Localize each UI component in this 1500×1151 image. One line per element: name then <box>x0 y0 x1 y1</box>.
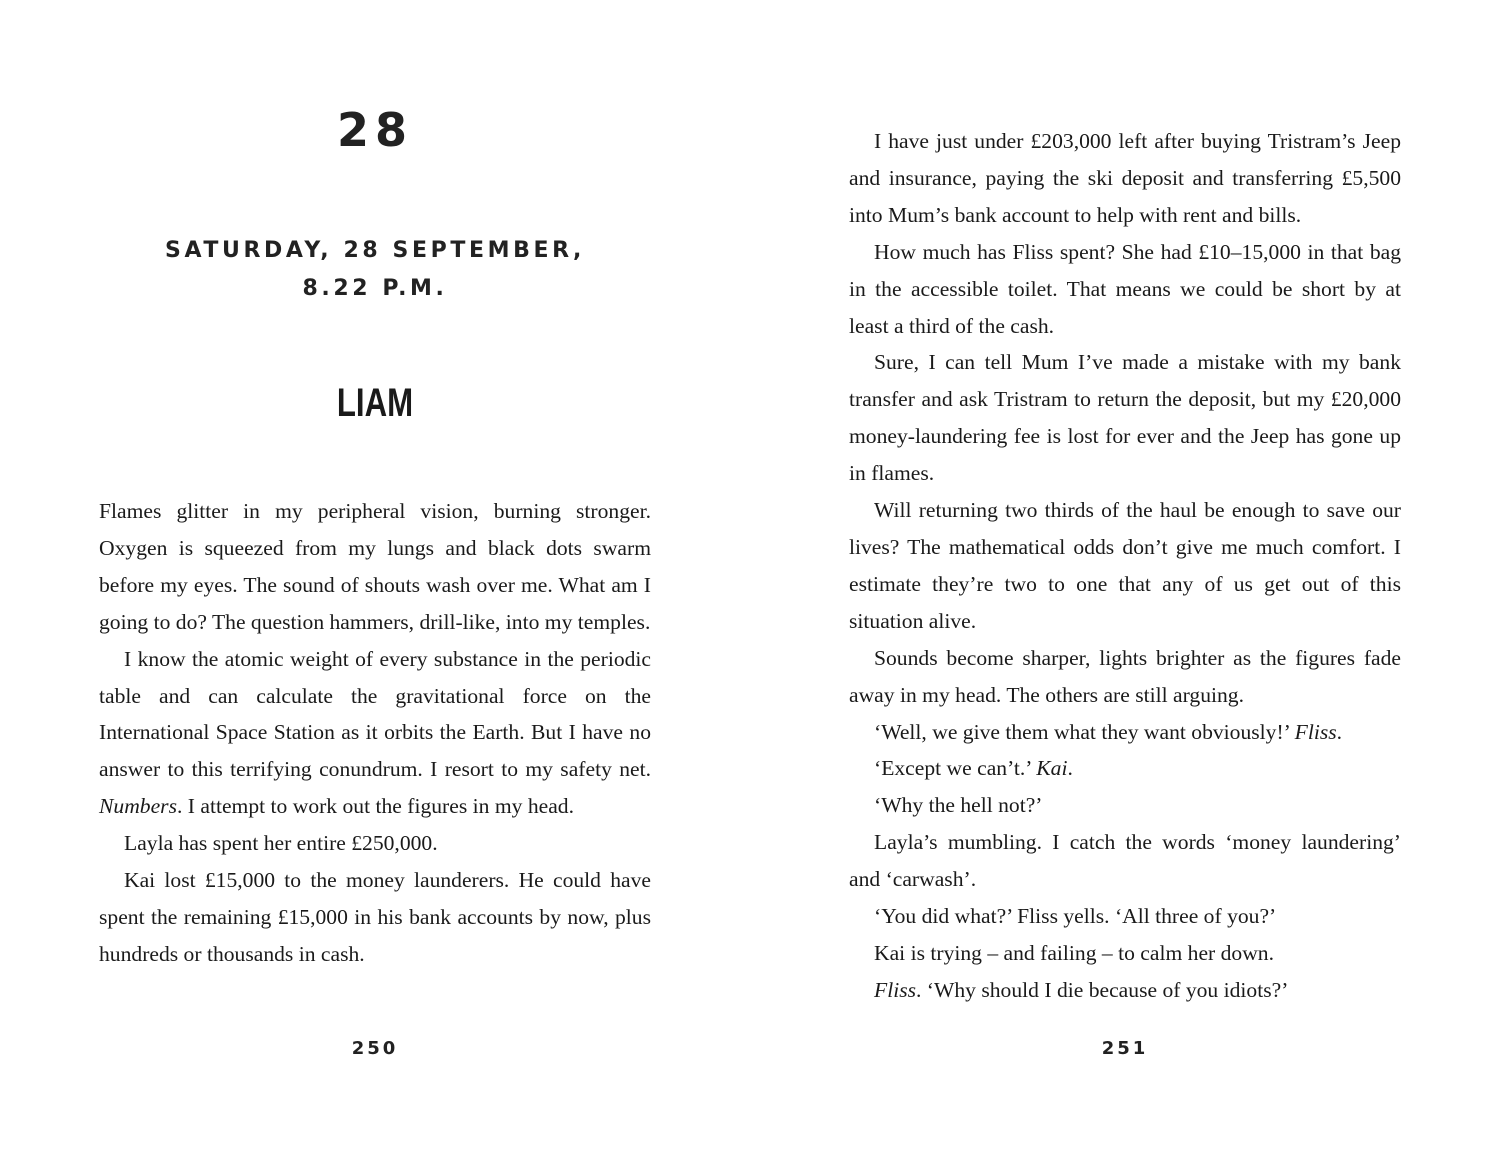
paragraph: Layla has spent her entire £250,000. <box>124 831 438 856</box>
paragraph: Sure, I can tell Mum I’ve made a mistake with my bank transfer and ask Tristram to return the deposit, but my £20,000 money-laundering fee is lost for ever and the Jeep has gone up in flames. <box>849 350 1401 486</box>
chapter-number: 28 <box>336 103 413 157</box>
paragraph: ‘You did what?’ Fliss yells. ‘All three of you?’ <box>874 904 1277 929</box>
right-page <box>849 0 1401 1151</box>
chapter-date-line-2: 8.22 P.M. <box>302 276 448 301</box>
page-number: 251 <box>1101 1038 1149 1059</box>
body-text <box>849 123 1401 1009</box>
paragraph: Fliss. ‘Why should I die because of you idiots?’ <box>874 977 1289 1002</box>
paragraph: ‘Well, we give them what they want obviously!’ Fliss. <box>874 719 1343 744</box>
paragraph: Layla’s mumbling. I catch the words ‘money laundering’ and ‘carwash’. <box>849 830 1401 892</box>
paragraph: Will returning two thirds of the haul be enough to save our lives? The mathematical odds don’t give me much comfort. I estimate they’re two to one that any of us get out of this situation alive. <box>849 498 1401 633</box>
italic-text: Fliss <box>1294 719 1337 744</box>
page-number: 250 <box>351 1038 399 1059</box>
paragraph: ‘Why the hell not?’ <box>874 793 1043 818</box>
paragraph: Kai lost £15,000 to the money launderers. He could have spent the remaining £15,000 in his bank accounts by now, plus hundreds or thousands in cash. <box>99 868 651 966</box>
italic-text: Kai <box>1036 756 1068 781</box>
narrator-heading: LIAM <box>336 381 414 425</box>
chapter-date-line-1: SATURDAY, 28 SEPTEMBER, <box>165 238 585 263</box>
paragraph: Kai is trying – and failing – to calm her down. <box>874 940 1275 965</box>
body-text <box>99 493 651 973</box>
paragraph: ‘Except we can’t.’ Kai. <box>874 756 1073 781</box>
paragraph: How much has Fliss spent? She had £10–15,000 in that bag in the accessible toilet. That means we could be short by at least a third of the cash. <box>849 239 1401 338</box>
paragraph: Flames glitter in my peripheral vision, burning stronger. Oxygen is squeezed from my lungs and black dots swarm before my eyes. The sound of shouts wash over me. What am I going to do? The question hammers, drill-like, into my temples. <box>99 499 651 634</box>
chapter-date <box>99 232 651 308</box>
italic-text: Fliss <box>874 977 916 1002</box>
italic-text: Numbers <box>99 794 177 819</box>
paragraph: Sounds become sharper, lights brighter as the figures fade away in my head. The others are still arguing. <box>849 645 1401 707</box>
paragraph: I know the atomic weight of every substance in the periodic table and can calculate the gravitational force on the International Space Station as it orbits the Earth. But I have no answer to this terrifying conundrum. I resort to my safety net. Numbers. I attempt to work out the figures in my head. <box>99 646 651 819</box>
paragraph: I have just under £203,000 left after buying Tristram’s Jeep and insurance, paying the ski deposit and transferring £5,500 into Mum’s bank account to help with rent and bills. <box>849 129 1401 227</box>
left-page <box>99 0 651 1151</box>
